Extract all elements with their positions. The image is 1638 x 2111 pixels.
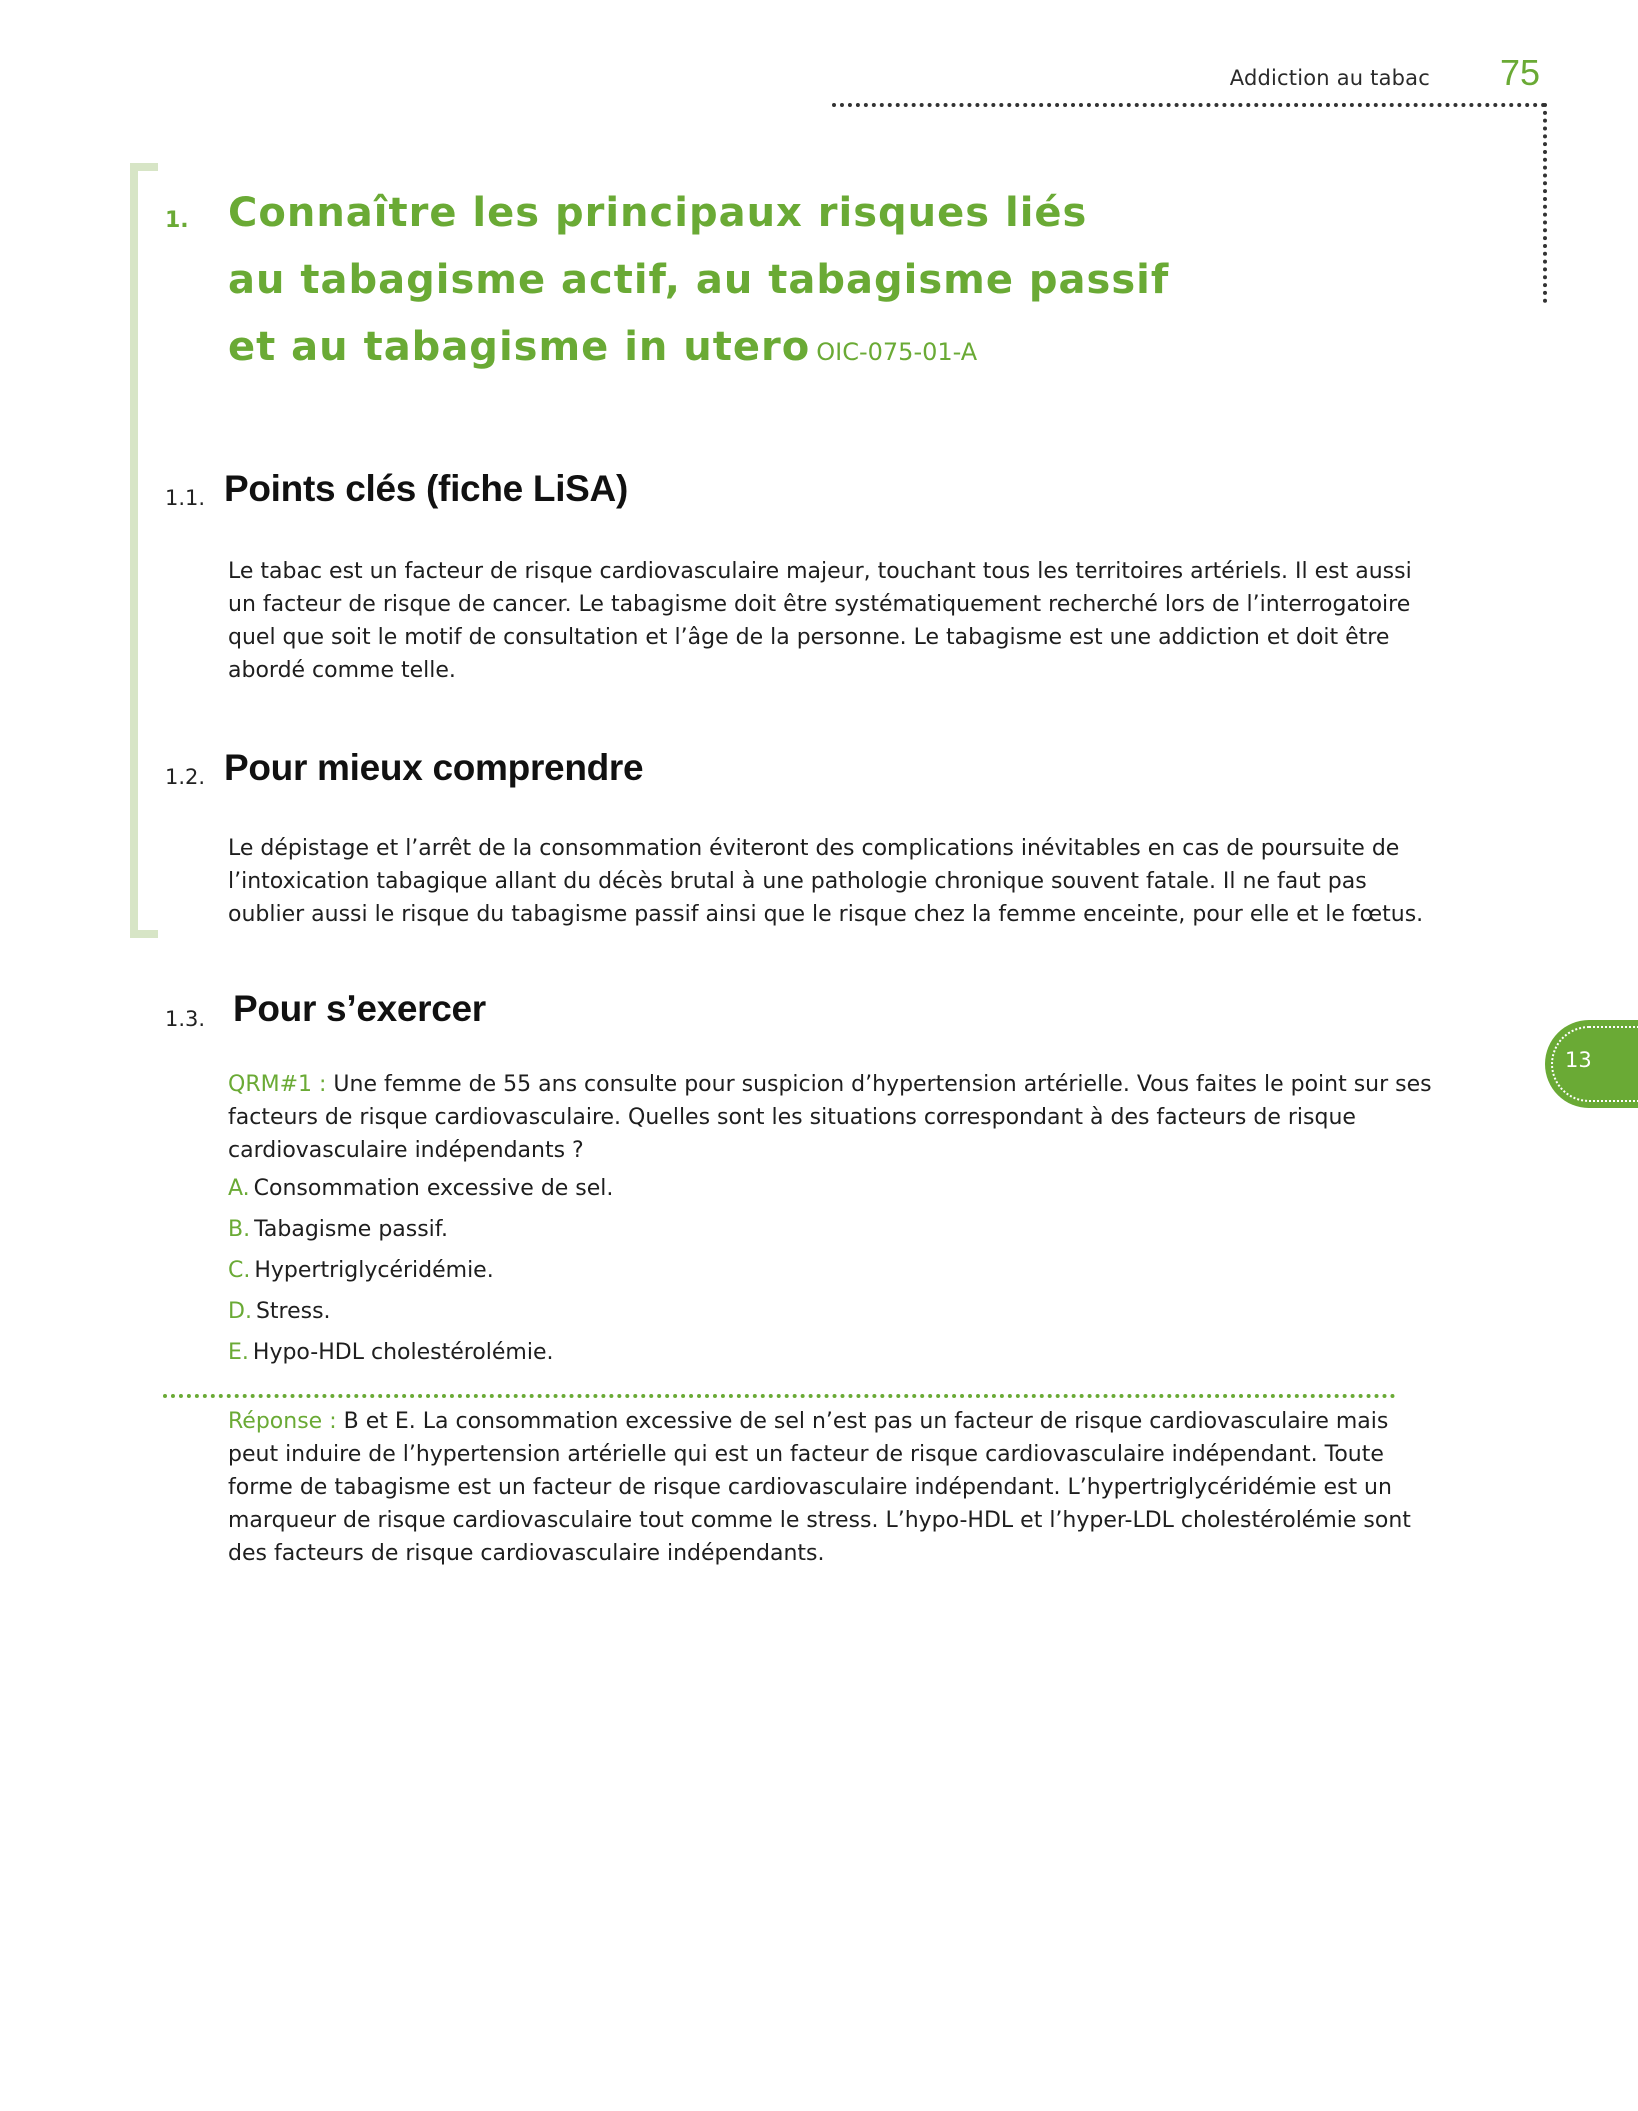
objective-code: OIC-075-01-A xyxy=(816,338,978,366)
answer-option xyxy=(228,1340,553,1365)
question-line xyxy=(228,1068,1432,1101)
heading-line: Connaître les principaux risques liés xyxy=(228,190,1088,236)
answer-divider xyxy=(163,1394,1396,1398)
page-number: 75 xyxy=(1500,52,1541,93)
answer-option xyxy=(228,1299,331,1324)
answer-line: marqueur de risque cardiovasculaire tout comme le stress. L’hypo-HDL et l’hyper-LDL cholestérolémie sont xyxy=(228,1508,1411,1533)
paragraph-line: abordé comme telle. xyxy=(228,658,456,683)
heading-line-text: et au tabagisme in utero xyxy=(228,324,811,370)
paragraph-line: Le dépistage et l’arrêt de la consommation éviteront des complications inévitables en cas de poursuite de xyxy=(228,836,1400,861)
answer-line xyxy=(228,1405,1394,1438)
section-bracket xyxy=(130,163,158,938)
answer-text: B et E. La consommation excessive de sel n’est pas un facteur de risque cardiovasculaire mais xyxy=(343,1409,1389,1434)
answer-label: Réponse : xyxy=(228,1409,337,1434)
answer-paragraph xyxy=(228,1405,1411,1570)
heading-line: au tabagisme actif, au tabagisme passif xyxy=(228,257,1170,303)
option-text: Tabagisme passif. xyxy=(254,1217,448,1242)
option-text: Hypo-HDL cholestérolémie. xyxy=(252,1340,554,1365)
option-text: Consommation excessive de sel. xyxy=(253,1176,614,1201)
question-text: Une femme de 55 ans consulte pour suspicion d’hypertension artérielle. Vous faites le point sur ses xyxy=(333,1072,1432,1097)
paragraph-line: un facteur de risque de cancer. Le tabagisme doit être systématiquement recherché lors de l’interrogatoire xyxy=(228,592,1411,617)
section-paragraph xyxy=(228,832,1424,931)
answer-option xyxy=(228,1258,494,1283)
heading-line xyxy=(228,314,1408,386)
chapter-tab xyxy=(1545,1020,1638,1108)
section-number: 1.2. xyxy=(165,765,206,789)
option-letter: A. xyxy=(228,1176,250,1201)
answer-option xyxy=(228,1176,613,1201)
paragraph-line: Le tabac est un facteur de risque cardiovasculaire majeur, touchant tous les territoires artériels. Il est aussi xyxy=(228,559,1412,584)
option-letter: B. xyxy=(228,1217,251,1242)
section-paragraph xyxy=(228,555,1412,687)
option-text: Stress. xyxy=(255,1299,331,1324)
answer-line: peut induire de l’hypertension artérielle qui est un facteur de risque cardiovasculaire indépendant. Toute xyxy=(228,1442,1384,1467)
option-letter: C. xyxy=(228,1258,251,1283)
section-number: 1.3. xyxy=(165,1007,206,1031)
answer-option xyxy=(228,1217,448,1242)
paragraph-line: l’intoxication tabagique allant du décès brutal à une pathologie chronique souvent fatale. Il ne faut pas xyxy=(228,869,1367,894)
exercise-question xyxy=(228,1068,1432,1167)
main-heading xyxy=(228,180,1408,386)
section-number: 1.1. xyxy=(165,486,206,510)
qrm-label: QRM#1 : xyxy=(228,1072,327,1097)
option-letter: D. xyxy=(228,1299,252,1324)
section-title: Pour mieux comprendre xyxy=(224,747,644,788)
answer-line: des facteurs de risque cardiovasculaire indépendants. xyxy=(228,1541,825,1566)
section-title: Points clés (fiche LiSA) xyxy=(224,468,628,509)
option-text: Hypertriglycéridémie. xyxy=(254,1258,494,1283)
question-line: cardiovasculaire indépendants ? xyxy=(228,1138,584,1163)
section-title: Pour s’exercer xyxy=(233,988,486,1029)
chapter-tab-number: 13 xyxy=(1565,1048,1592,1072)
paragraph-line: quel que soit le motif de consultation et l’âge de la personne. Le tabagisme est une addiction et doit être xyxy=(228,625,1390,650)
running-title: Addiction au tabac xyxy=(1229,66,1430,90)
header-dotted-rule xyxy=(832,103,1546,107)
paragraph-line: oublier aussi le risque du tabagisme passif ainsi que le risque chez la femme enceinte, pour elle et le fœtus. xyxy=(228,902,1424,927)
answer-line: forme de tabagisme est un facteur de risque cardiovasculaire indépendant. L’hypertriglycéridémie est un xyxy=(228,1475,1392,1500)
header-dotted-rule-vertical xyxy=(1543,103,1547,303)
question-line: facteurs de risque cardiovasculaire. Quelles sont les situations correspondant à des facteurs de risque xyxy=(228,1105,1356,1130)
option-letter: E. xyxy=(228,1340,249,1365)
heading-number: 1. xyxy=(165,208,189,233)
